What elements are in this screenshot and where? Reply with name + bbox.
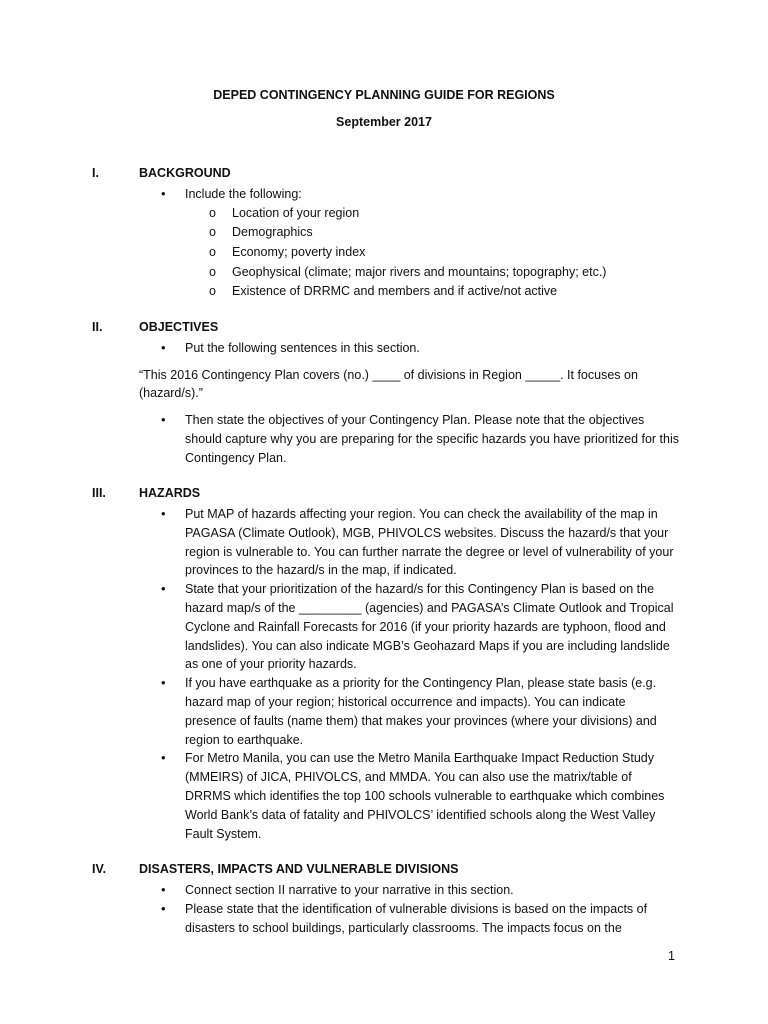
list-item: • For Metro Manila, you can use the Metro Manila Earthquake Impact Reduction Study (MMEIRS) of JICA, PHIVOLCS, and MMDA. You can also use the matrix/table of DRRMS which identifies the top 100 schools vulnerable to earthquake which combines World Bank’s data of fatality and PHIVOLCS’ identified schools along the West Valley Fault System. <box>161 750 665 841</box>
bullet-icon: • <box>161 506 166 521</box>
sub-list-item: o Demographics <box>139 223 679 243</box>
sub-list-item: o Existence of DRRMC and members and if active/not active <box>139 282 679 302</box>
section-title: HAZARDS <box>139 486 201 500</box>
list-item: • Then state the objectives of your Contingency Plan. Please note that the objectives should capture why you are preparing for the specific hazards you have prioritized for this Contingency Plan. <box>161 411 680 465</box>
bullet-icon: • <box>161 900 166 916</box>
quote-paragraph: “This 2016 Contingency Plan covers (no.) ____ of divisions in Region _____. It focuses on (hazard/s).” <box>139 367 638 401</box>
section-number: II. <box>92 320 103 334</box>
list-item: • If you have earthquake as a priority for the Contingency Plan, please state basis (e.g. hazard map of your region; historical occurrence and impacts). You can indicate presence of faults (name them) that makes your provinces (where your divisions) and region to earthquake. <box>161 675 657 747</box>
document-date: September 2017 <box>336 115 432 129</box>
sub-bullet-icon: o <box>209 284 216 299</box>
section-number: III. <box>92 486 106 500</box>
sub-bullet-icon: o <box>209 205 216 220</box>
section-title: BACKGROUND <box>139 166 231 180</box>
bullet-icon: • <box>161 675 166 691</box>
section-title: OBJECTIVES <box>139 320 219 334</box>
section-body <box>139 339 679 467</box>
sub-list-item: o Location of your region <box>139 204 679 224</box>
section-body <box>139 185 679 302</box>
sub-bullet-icon: o <box>209 244 216 259</box>
sub-bullet-icon: o <box>209 225 216 240</box>
sub-bullet-icon: o <box>209 264 216 279</box>
bullet-icon: • <box>161 340 166 355</box>
list-item: • Please state that the identification of vulnerable divisions is based on the impacts of disasters to school buildings, particularly classrooms. The impacts focus on the <box>161 900 648 935</box>
bullet-icon: • <box>161 411 166 427</box>
section-number: IV. <box>92 862 107 876</box>
list-item: • Include the following: <box>139 185 679 204</box>
list-item: • Put the following sentences in this section. <box>139 339 679 358</box>
list-item: • Connect section II narrative to your narrative in this section. <box>139 881 679 900</box>
section-body <box>139 505 679 843</box>
bullet-icon: • <box>161 581 166 597</box>
sub-list-item: o Economy; poverty index <box>139 243 679 263</box>
bullet-icon: • <box>161 750 166 766</box>
bullet-icon: • <box>161 186 166 201</box>
section-title: DISASTERS, IMPACTS AND VULNERABLE DIVISIONS <box>139 862 459 876</box>
section-number: I. <box>92 166 99 180</box>
document-title: DEPED CONTINGENCY PLANNING GUIDE FOR REGIONS <box>213 88 555 102</box>
section-body <box>139 881 679 937</box>
bullet-icon: • <box>161 882 166 897</box>
sub-list-item: o Geophysical (climate; major rivers and mountains; topography; etc.) <box>139 263 679 283</box>
list-item: • State that your prioritization of the hazard/s for this Contingency Plan is based on the hazard map/s of the _________ (agencies) and PAGASA’s Climate Outlook and Tropical Cyclone and Rainfall Forecasts for 2016 (if your priority hazards are typhoon, flood and landslides). You can also indicate MGB’s Geohazard Maps if you are including landslide as one of your priority hazards. <box>161 581 674 672</box>
list-item: • Put MAP of hazards affecting your region. You can check the availability of the map in PAGASA (Climate Outlook), MGB, PHIVOLCS websites. Discuss the hazard/s that your region is vulnerable to. You can further narrate the degree or level of vulnerability of your provinces to the hazard/s in the map, if indicated. <box>161 506 674 578</box>
page-number: 1 <box>668 949 675 963</box>
